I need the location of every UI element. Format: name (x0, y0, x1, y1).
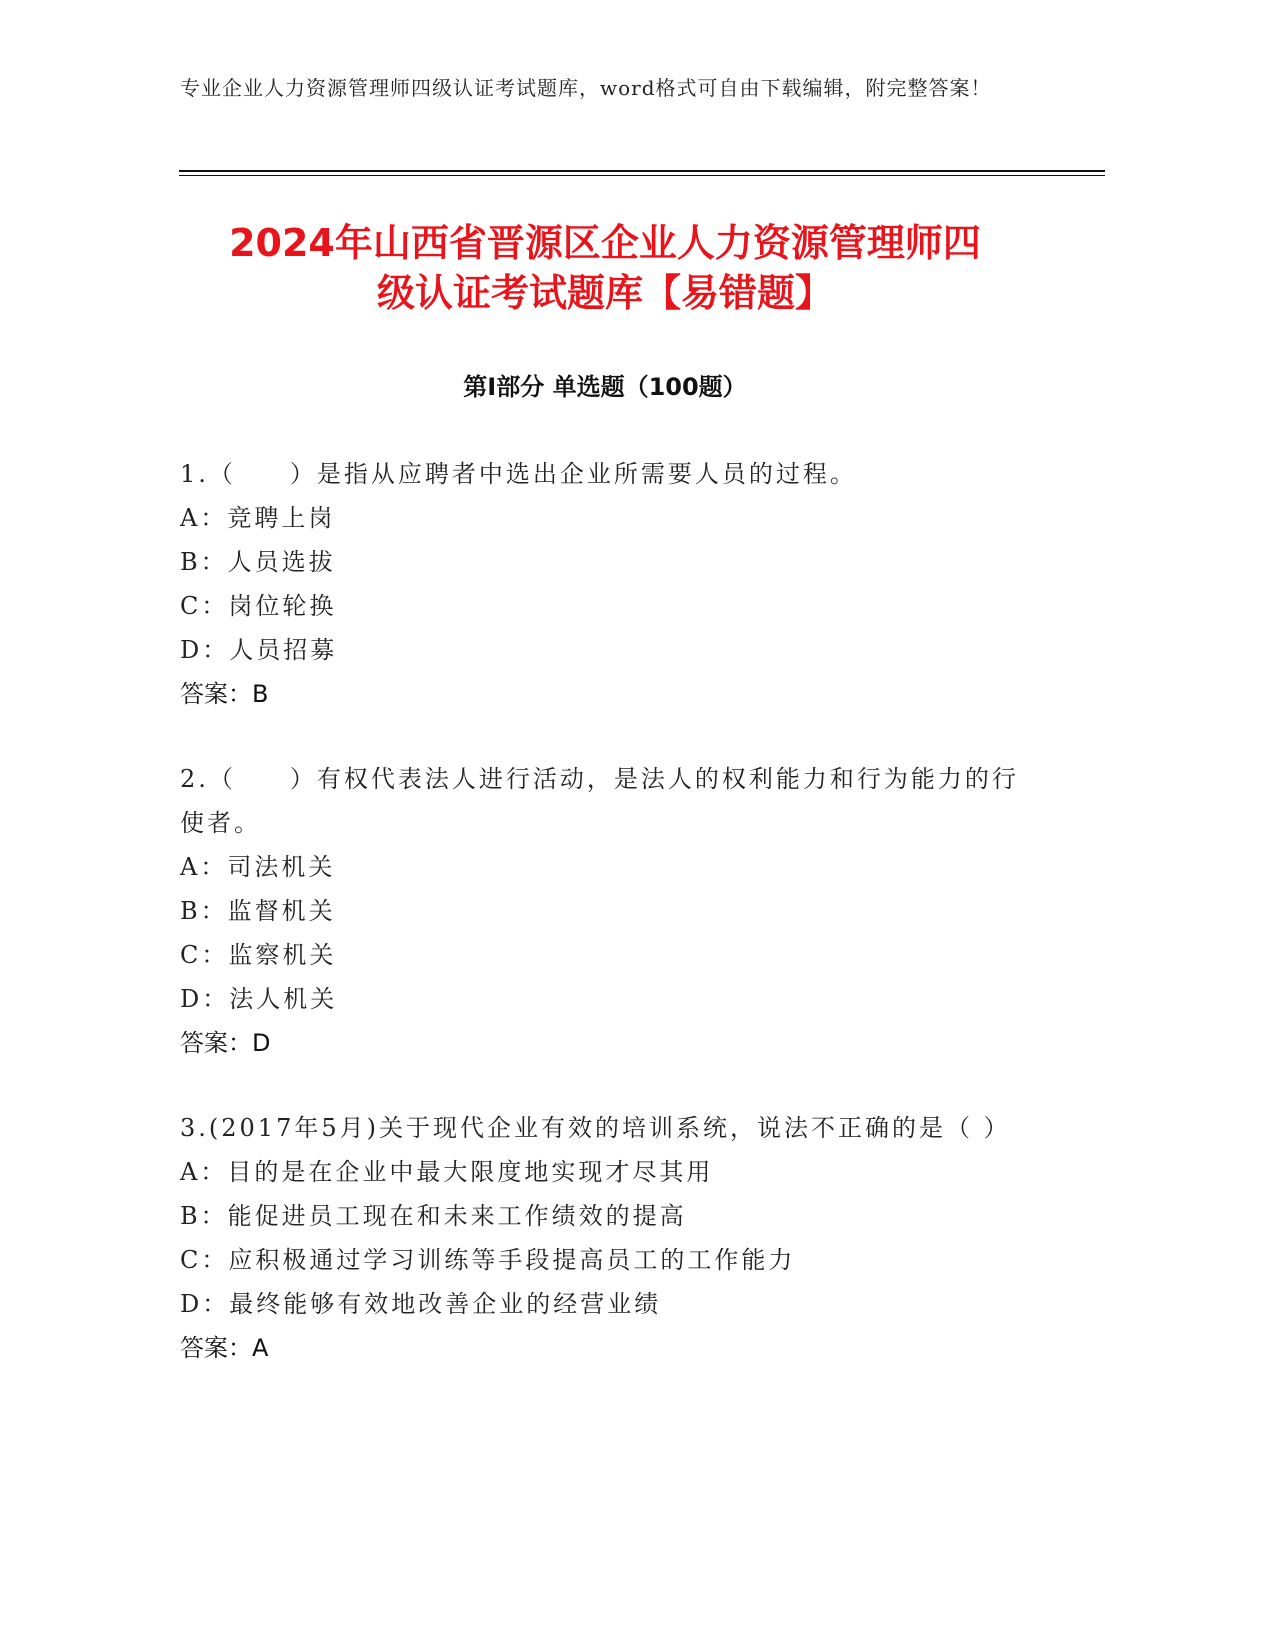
question-stem: 3.(2017年5月)关于现代企业有效的培训系统，说法不正确的是（ ） (180, 1114, 1011, 1142)
option-d: D：人员招募 (180, 636, 338, 664)
section-heading: 第I部分 单选题（100题） (463, 373, 747, 401)
question-1 (180, 452, 1040, 716)
option-d: D：最终能够有效地改善企业的经营业绩 (180, 1290, 662, 1318)
header-rule-thin (179, 175, 1105, 176)
question-stem: 1.（ ）是指从应聘者中选出企业所需要人员的过程。 (180, 460, 857, 488)
question-list (180, 452, 1040, 1411)
option-b: B：人员选拔 (180, 548, 336, 576)
document-title (150, 218, 1060, 318)
option-a: A：司法机关 (180, 853, 336, 881)
document-title-line-2: 级认证考试题库【易错题】 (376, 271, 833, 315)
answer: 答案：A (180, 1334, 269, 1362)
option-a: A：竞聘上岗 (180, 504, 336, 532)
header-note: 专业企业人力资源管理师四级认证考试题库，word格式可自由下载编辑，附完整答案！ (180, 76, 992, 100)
option-a: A：目的是在企业中最大限度地实现才尽其用 (180, 1158, 714, 1186)
answer: 答案：B (180, 680, 269, 708)
option-d: D：法人机关 (180, 985, 338, 1013)
option-c: C：监察机关 (180, 941, 337, 969)
header-rule-thick (179, 170, 1105, 172)
option-b: B：监督机关 (180, 897, 336, 925)
option-c: C：岗位轮换 (180, 592, 337, 620)
answer: 答案：D (180, 1029, 271, 1057)
document-title-line-1: 2024年山西省晋源区企业人力资源管理师四 (229, 221, 981, 265)
question-3 (180, 1106, 1040, 1370)
question-2 (180, 757, 1040, 1065)
option-b: B：能促进员工现在和未来工作绩效的提高 (180, 1202, 687, 1230)
question-stem: 2.（ ）有权代表法人进行活动，是法人的权利能力和行为能力的行使者。 (180, 765, 1019, 837)
option-c: C：应积极通过学习训练等手段提高员工的工作能力 (180, 1246, 796, 1274)
